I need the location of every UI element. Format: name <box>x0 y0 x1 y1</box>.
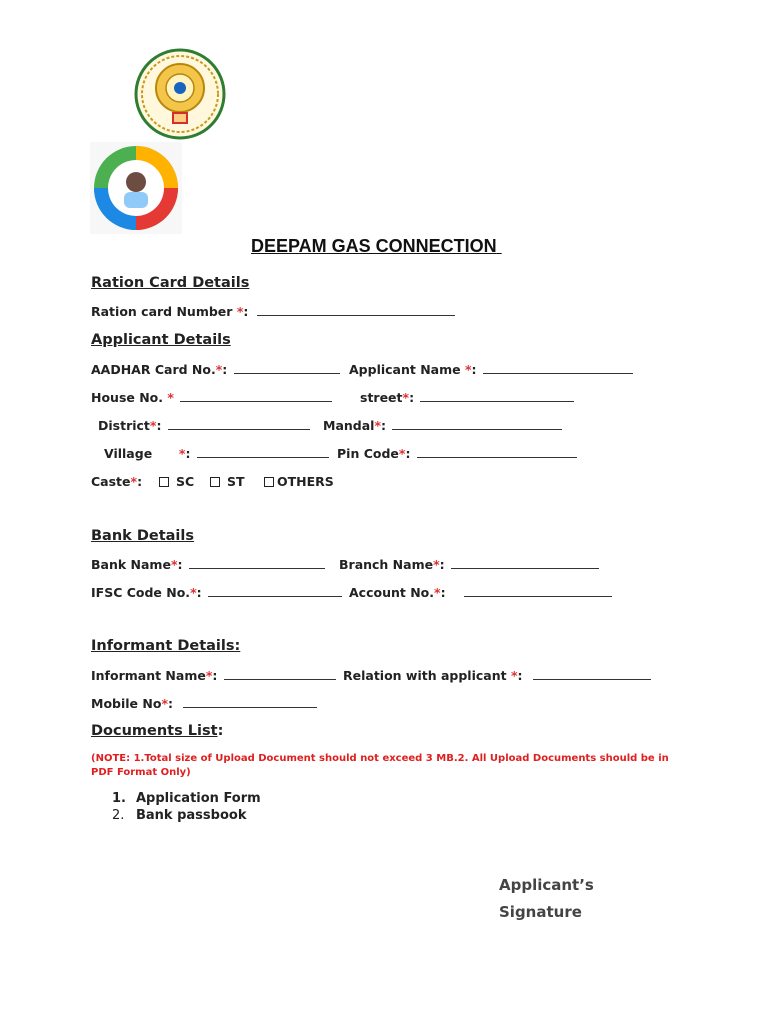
village-label: Village <box>104 446 153 461</box>
mobile-row <box>91 696 317 711</box>
required-marker: * <box>215 362 223 377</box>
pin-row <box>337 446 577 461</box>
colon: : <box>439 557 445 572</box>
caste-row <box>91 474 142 489</box>
documents-heading <box>91 723 223 739</box>
colon: : <box>177 557 183 572</box>
mobile-field[interactable] <box>183 697 317 708</box>
st-checkbox[interactable] <box>210 477 220 487</box>
colon: : <box>196 585 202 600</box>
bank-section-heading: Bank Details <box>91 528 195 544</box>
form-title <box>251 236 502 257</box>
colon: : <box>217 723 224 739</box>
village-row <box>104 446 329 461</box>
house-field[interactable] <box>180 391 332 402</box>
colon: : <box>185 446 191 461</box>
colon: : <box>517 668 523 683</box>
applicant-name-field[interactable] <box>483 363 633 374</box>
village-field[interactable] <box>197 447 329 458</box>
colon: : <box>405 446 411 461</box>
colon: : <box>243 304 249 319</box>
required-marker: * <box>149 418 157 433</box>
caste-label: Caste <box>91 474 131 489</box>
list-item-number: 1. <box>112 791 126 806</box>
ifsc-label: IFSC Code No. <box>91 585 191 600</box>
account-row <box>349 585 612 600</box>
branch-field[interactable] <box>451 558 599 569</box>
district-label: District <box>98 418 150 433</box>
required-marker: * <box>130 474 138 489</box>
list-item <box>112 790 261 807</box>
relation-row <box>343 668 651 683</box>
informant-section-heading: Informant Details: <box>91 638 241 654</box>
street-field[interactable] <box>420 391 574 402</box>
informant-name-row <box>91 668 336 683</box>
pin-field[interactable] <box>417 447 577 458</box>
required-marker: * <box>464 362 472 377</box>
colon: : <box>381 418 386 433</box>
documents-heading-text: Documents List <box>91 723 218 739</box>
required-marker: * <box>178 446 186 461</box>
informant-name-label: Informant Name <box>91 668 206 683</box>
sc-checkbox[interactable] <box>159 477 169 487</box>
ration-number-row <box>91 304 455 319</box>
documents-list <box>112 790 261 824</box>
required-marker: * <box>510 668 518 683</box>
list-item-text: Application Form <box>136 791 261 806</box>
list-item-number: 2. <box>112 808 125 823</box>
required-marker: * <box>167 390 174 405</box>
documents-note: (NOTE: 1.Total size of Upload Document should not exceed 3 MB.2. All Upload Documents should be in PDF Format Only) <box>91 753 669 778</box>
branch-row <box>339 557 599 572</box>
ifsc-field[interactable] <box>208 586 342 597</box>
house-label: House No. <box>91 390 164 405</box>
applicant-section-heading: Applicant Details <box>91 332 231 348</box>
required-marker: * <box>236 304 244 319</box>
required-marker: * <box>170 557 178 572</box>
ration-number-field[interactable] <box>257 305 455 316</box>
colon: : <box>156 418 162 433</box>
signature-label-line1: Applicant’s <box>499 876 594 894</box>
mobile-label: Mobile No <box>91 696 162 711</box>
bank-name-label: Bank Name <box>91 557 171 572</box>
required-marker: * <box>398 446 406 461</box>
caste-option-others[interactable] <box>264 474 334 489</box>
mandal-field[interactable] <box>392 419 562 430</box>
pin-label: Pin Code <box>337 446 399 461</box>
others-label: OTHERS <box>277 474 334 489</box>
colon: : <box>167 696 173 711</box>
relation-field[interactable] <box>533 669 651 680</box>
account-field[interactable] <box>464 586 612 597</box>
colon: : <box>409 390 415 405</box>
colon: : <box>471 362 477 377</box>
required-marker: * <box>434 585 441 600</box>
branch-label: Branch Name <box>339 557 434 572</box>
ration-number-label: Ration card Number <box>91 304 233 319</box>
ifsc-row <box>91 585 342 600</box>
caste-option-st[interactable] <box>210 474 245 489</box>
required-marker: * <box>190 585 197 600</box>
house-row <box>91 390 332 405</box>
mandal-row <box>323 418 562 433</box>
aadhar-label: AADHAR Card No. <box>91 362 216 377</box>
street-row <box>360 390 574 405</box>
colon: : <box>212 668 218 683</box>
list-item-text: Bank passbook <box>136 808 247 823</box>
mandal-label: Mandal <box>323 418 375 433</box>
ration-section-heading: Ration Card Details <box>91 275 250 291</box>
colon: : <box>440 585 446 600</box>
st-label: ST <box>227 474 245 489</box>
sc-label: SC <box>176 474 195 489</box>
bank-name-row <box>91 557 325 572</box>
form-title-text: DEEPAM GAS CONNECTION <box>251 236 497 256</box>
required-marker: * <box>205 668 213 683</box>
list-item <box>112 807 261 824</box>
others-checkbox[interactable] <box>264 477 274 487</box>
street-label: street <box>360 390 403 405</box>
informant-name-field[interactable] <box>224 669 336 680</box>
aadhar-row <box>91 362 340 377</box>
applicant-name-row <box>349 362 633 377</box>
scheme-logo <box>90 142 182 234</box>
district-row <box>98 418 310 433</box>
signature-label-line2: Signature <box>499 903 582 921</box>
relation-label: Relation with applicant <box>343 668 507 683</box>
required-marker: * <box>402 390 410 405</box>
required-marker: * <box>374 418 381 433</box>
aadhar-field[interactable] <box>234 363 340 374</box>
required-marker: * <box>161 696 168 711</box>
district-field[interactable] <box>168 419 310 430</box>
caste-option-sc[interactable] <box>159 474 194 489</box>
applicant-name-label: Applicant Name <box>349 362 461 377</box>
colon: : <box>222 362 228 377</box>
state-emblem <box>134 48 226 140</box>
required-marker: * <box>433 557 440 572</box>
account-label: Account No. <box>349 585 435 600</box>
bank-name-field[interactable] <box>189 558 325 569</box>
colon: : <box>137 474 143 489</box>
